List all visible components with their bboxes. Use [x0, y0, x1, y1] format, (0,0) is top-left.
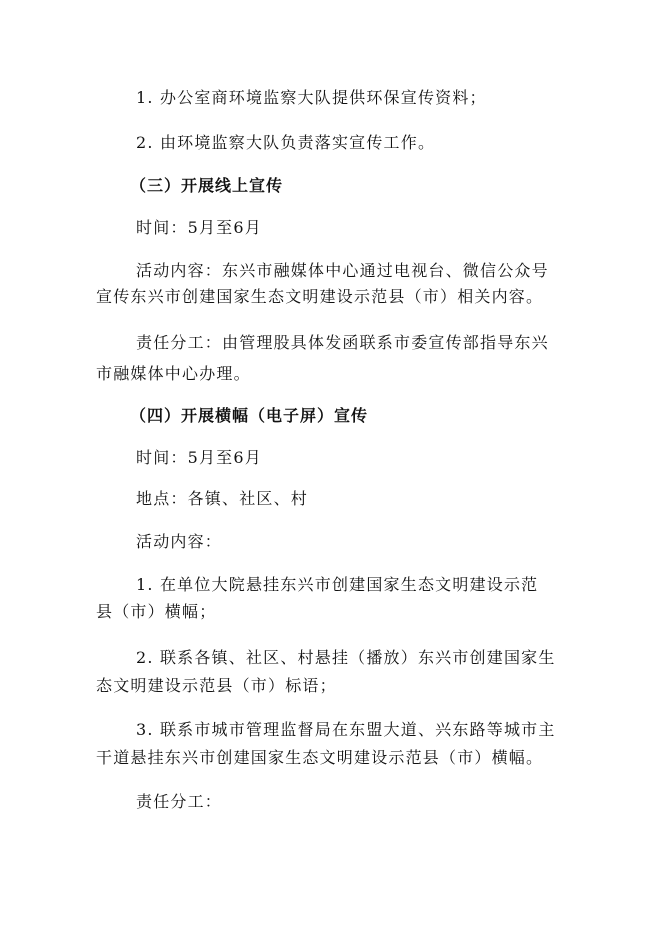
list-item-2: 2. 由环境监察大队负责落实宣传工作。 — [136, 133, 436, 152]
activity-line-1: 活动内容：东兴市融媒体中心通过电视台、微信公众号 — [136, 261, 549, 280]
activity-label: 活动内容： — [136, 532, 223, 551]
list-item-1: 1. 办公室商环境监察大队提供环保宣传资料； — [136, 88, 487, 107]
responsibility-line-1: 责任分工：由管理股具体发函联系市委宣传部指导东兴 — [136, 333, 549, 352]
banner-item-2-line-1: 2. 联系各镇、社区、村悬挂（播放）东兴市创建国家生 — [136, 648, 556, 667]
banner-item-3-line-1: 3. 联系市城市管理监督局在东盟大道、兴东路等城市主 — [136, 720, 556, 739]
banner-item-2-line-2: 态文明建设示范县（市）标语； — [96, 676, 337, 695]
section-heading-online: （三）开展线上宣传 — [130, 176, 284, 195]
time-line-online: 时间：5月至6月 — [136, 218, 262, 237]
location-line: 地点：各镇、社区、村 — [136, 489, 309, 508]
banner-item-1-line-2: 县（市）横幅； — [96, 602, 217, 621]
banner-item-1-line-1: 1. 在单位大院悬挂东兴市创建国家生态文明建设示范 — [136, 575, 539, 594]
responsibility-label: 责任分工： — [136, 792, 223, 811]
banner-item-3-line-2: 干道悬挂东兴市创建国家生态文明建设示范县（市）横幅。 — [96, 748, 544, 767]
time-line-banner: 时间：5月至6月 — [136, 448, 262, 467]
section-heading-banner: （四）开展横幅（电子屏）宣传 — [130, 406, 369, 425]
responsibility-line-2: 市融媒体中心办理。 — [96, 364, 251, 383]
activity-line-2: 宣传东兴市创建国家生态文明建设示范县（市）相关内容。 — [96, 287, 544, 306]
